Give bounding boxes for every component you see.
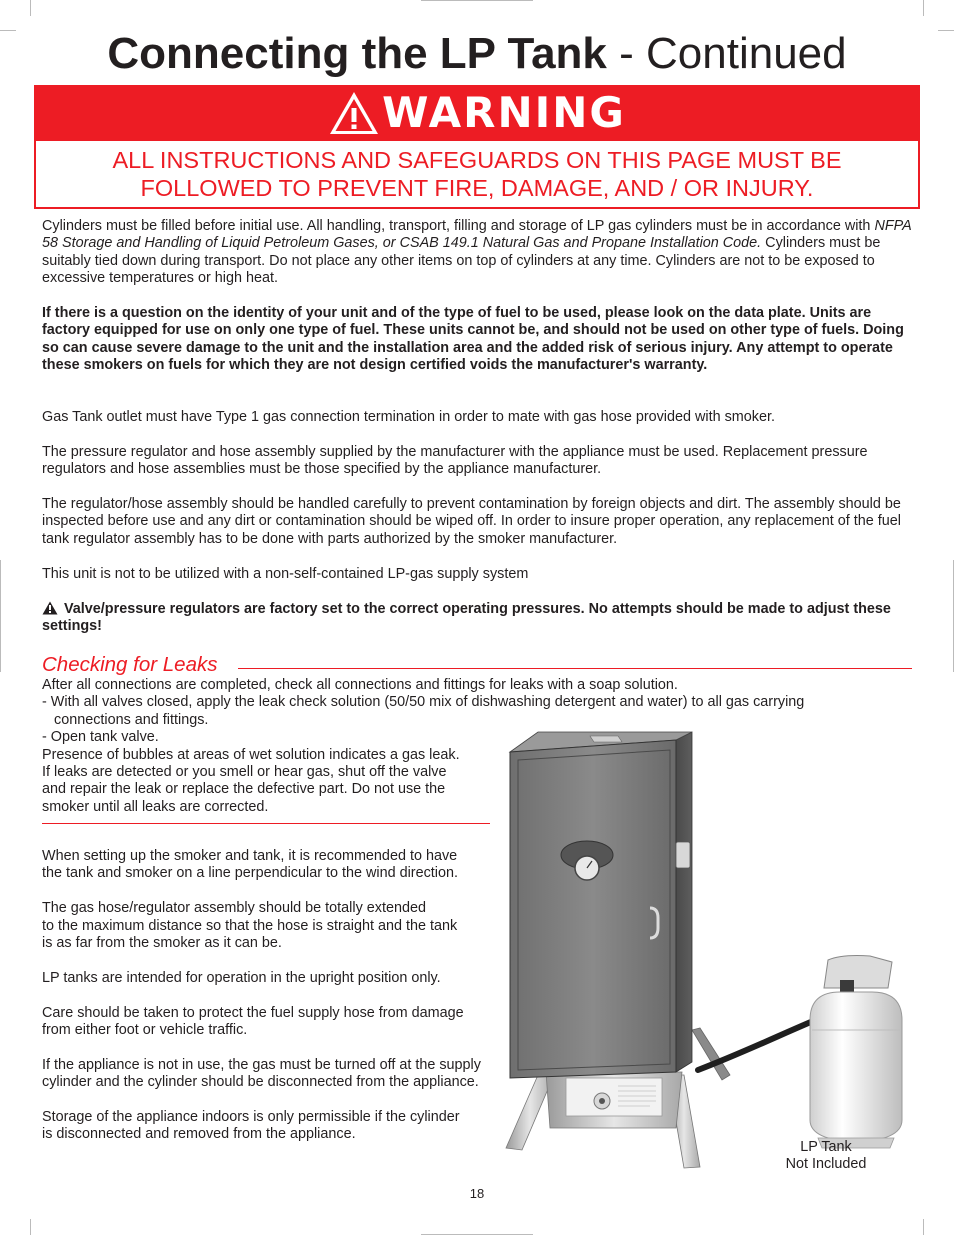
paragraph-cylinders: Cylinders must be filled before initial use. All handling, transport, filling and storage of LP gas cylinders must be in accordance with NFPA 58 Storage and Handling of Liquid Petroleum Gases, or CSAB 149.1 Natural Gas and Propane Installation Code. Cylinders must be suitably tied down during transport. Do not place any other items on top of cylinders at any time. Cylinders are not to be exposed to excessive temperatures or high heat. bbox=[42, 218, 912, 287]
warning-triangle-icon bbox=[328, 90, 380, 136]
crop-mark bbox=[923, 0, 924, 16]
setup-text: When setting up the smoker and tank, it is recommended to have the tank and smoker on a line perpendicular to the wind direction. The gas hose/regulator assembly should be totally extended to the maximum distance so that the hose is straight and the tank is as far from the smoker as it can be. LP tanks are intended for operation in the upright position only. Care should be taken to protect the fuel supply hose from damage from either foot or vehicle traffic. If the appliance is not in use, the gas must be turned off at the supply cylinder and the cylinder should be disconnected from the appliance. Storage of the appliance indoors is only permissible if the cylinder is disconnected and removed from the appliance. bbox=[42, 848, 481, 1143]
page-title-sub: - Continued bbox=[619, 29, 847, 78]
warning-line-1: ALL INSTRUCTIONS AND SAFEGUARDS ON THIS PAGE MUST BE bbox=[112, 147, 842, 173]
section-heading-leaks: Checking for Leaks bbox=[42, 652, 912, 678]
lp-tank-illustration bbox=[810, 956, 902, 1149]
paragraph-outlet: Gas Tank outlet must have Type 1 gas connection termination in order to mate with gas hose provided with smoker. bbox=[42, 409, 775, 425]
smoker-illustration bbox=[500, 730, 920, 1175]
warning-message bbox=[34, 141, 920, 209]
page-title-main: Connecting the LP Tank bbox=[107, 29, 607, 78]
warning-triangle-icon bbox=[42, 601, 58, 615]
crop-mark bbox=[30, 0, 31, 16]
warning-line-2: FOLLOWED TO PREVENT FIRE, DAMAGE, AND / OR INJURY. bbox=[140, 175, 814, 201]
warning-banner bbox=[34, 85, 920, 141]
leaks-text: After all connections are completed, check all connections and fittings for leaks with a soap solution. - With all valves closed, apply the leak check solution (50/50 mix of dishwashing detergent and water) to all gas carrying connections and fittings. - Open tank valve. Presence of bubbles at areas of wet solution indicates a gas leak. If leaks are detected or you smell or hear gas, shut off the valve and repair the leak or replace the defective part. Do not use the smoker until all leaks are corrected. bbox=[42, 677, 805, 815]
crop-mark bbox=[0, 560, 1, 672]
paragraph-regulator: The pressure regulator and hose assembly supplied by the manufacturer with the appliance must be used. Replacement pressure regulators and hose assemblies must be those specified by the appliance manufacturer. bbox=[42, 444, 868, 478]
section-rule bbox=[238, 668, 912, 669]
paragraph-hose-assembly: The regulator/hose assembly should be handled carefully to prevent contamination by foreign objects and dirt. The assembly should be inspected before use and any dirt or contamination should be wiped off. In order to insure proper operation, any replacement of the fuel tank regulator assembly has to be done with parts authorized by the smoker manufacturer. bbox=[42, 496, 901, 547]
paragraph-supply-system: This unit is not to be utilized with a non-self-contained LP-gas supply system bbox=[42, 566, 529, 582]
crop-mark bbox=[923, 1219, 924, 1235]
paragraph-fuel-identity: If there is a question on the identity of your unit and of the type of fuel to be used, please look on the data plate. Units are factory equipped for use on only one type of fuel. These units cannot be, and should not be used on other type of fuels. Doing so can cause severe damage to the unit and the installation area and the added risk of serious injury. Any attempt to operate these smokers on fuels for which they are not design certified voids the manufacturer's warranty. bbox=[42, 305, 904, 374]
warning-word: WARNING bbox=[382, 88, 626, 137]
page-title bbox=[0, 26, 954, 82]
page-number: 18 bbox=[469, 1186, 485, 1201]
paragraph-valve-warning: Valve/pressure regulators are factory set to the correct operating pressures. No attempts should be made to adjust these settings! bbox=[42, 601, 891, 635]
section-divider bbox=[42, 823, 490, 824]
crop-mark bbox=[421, 0, 533, 1]
figure-caption: LP Tank Not Included bbox=[785, 1139, 867, 1173]
crop-mark bbox=[30, 1219, 31, 1235]
